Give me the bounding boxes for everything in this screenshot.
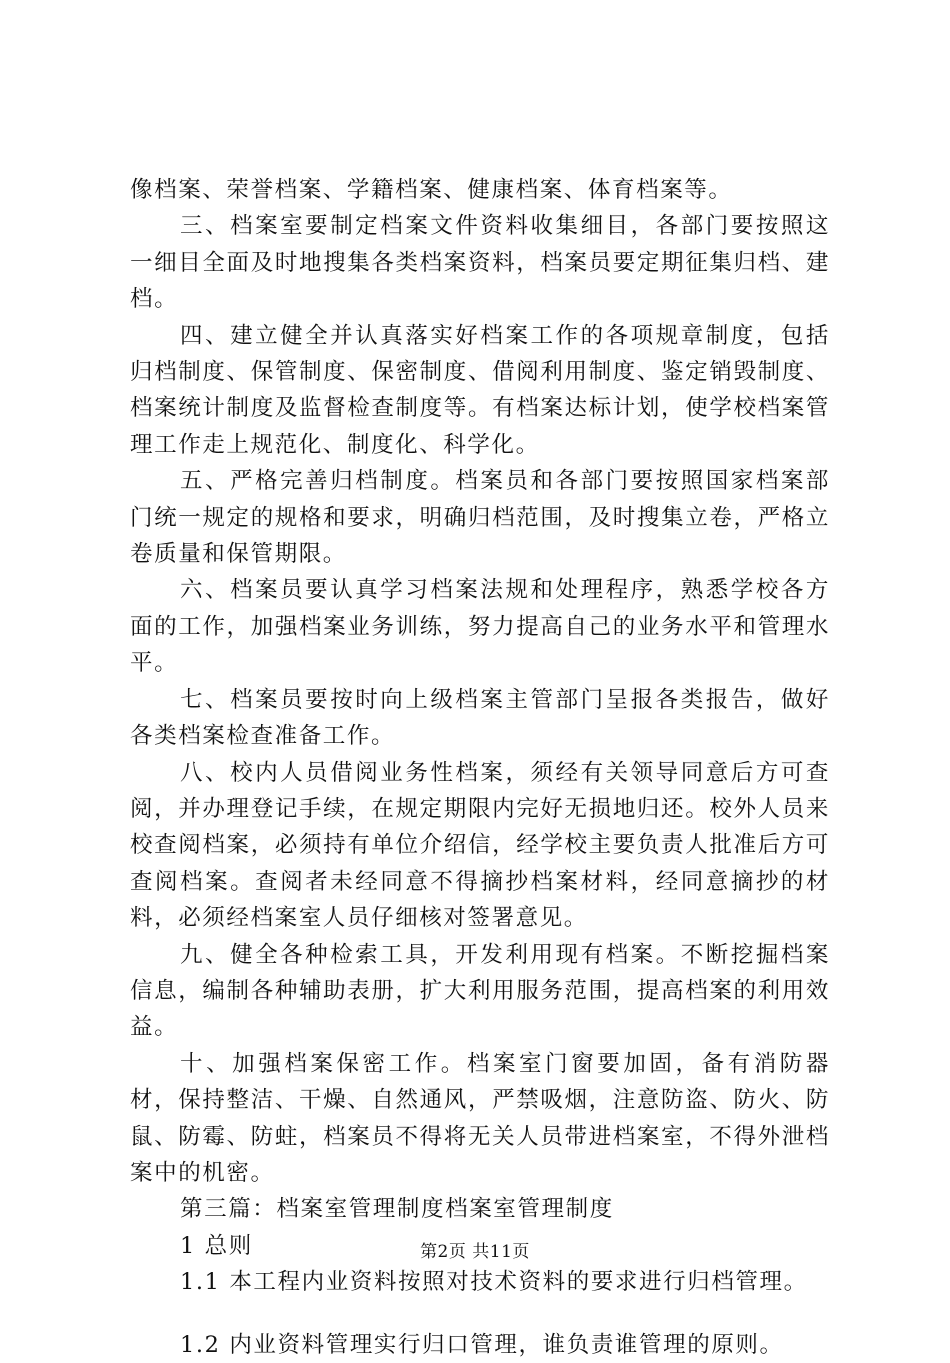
document-body: [130, 172, 830, 1363]
paragraph-item-10: 十、加强档案保密工作。档案室门窗要加固，备有消防器材，保持整洁、干燥、自然通风，严禁吸烟，注意防盗、防火、防鼠、防霉、防蛀，档案员不得将无关人员带进档案室，不得外泄档案中的机密。: [130, 1050, 830, 1186]
paragraph-item-9: 九、健全各种检索工具，开发利用现有档案。不断挖掘档案信息，编制各种辅助表册，扩大利用服务范围，提高档案的利用效益。: [130, 941, 830, 1041]
paragraph-item-7: 七、档案员要按时向上级档案主管部门呈报各类报告，做好各类档案检查准备工作。: [130, 686, 830, 750]
section-title: 第三篇：档案室管理制度档案室管理制度: [180, 1196, 614, 1223]
paragraph-continuation: 像档案、荣誉档案、学籍档案、健康档案、体育档案等。: [130, 177, 733, 203]
clause-1-2: 1.2 内业资料管理实行归口管理，谁负责谁管理的原则。: [180, 1331, 784, 1358]
clause-1-1: 1.1 本工程内业资料按照对技术资料的要求进行归档管理。: [180, 1269, 808, 1296]
page-number-footer: 第2页 共11页: [420, 1242, 530, 1262]
paragraph-item-3: 三、档案室要制定档案文件资料收集细目，各部门要按照这一细目全面及时地搜集各类档案资料，档案员要定期征集归档、建档。: [130, 213, 830, 313]
general-heading: 1 总则: [180, 1232, 253, 1259]
paragraph-item-5: 五、严格完善归档制度。档案员和各部门要按照国家档案部门统一规定的规格和要求，明确归档范围，及时搜集立卷，严格立卷质量和保管期限。: [130, 468, 830, 568]
paragraph-item-6: 六、档案员要认真学习档案法规和处理程序，熟悉学校各方面的工作，加强档案业务训练，努力提高自己的业务水平和管理水平。: [130, 577, 830, 677]
paragraph-item-8: 八、校内人员借阅业务性档案，须经有关领导同意后方可查阅，并办理登记手续，在规定期限内完好无损地归还。校外人员来校查阅档案，必须持有单位介绍信，经学校主要负责人批准后方可查阅档案。查阅者未经同意不得摘抄档案材料，经同意摘抄的材料，必须经档案室人员仔细核对签署意见。: [130, 759, 830, 932]
paragraph-item-4: 四、建立健全并认真落实好档案工作的各项规章制度，包括归档制度、保管制度、保密制度、借阅利用制度、鉴定销毁制度、档案统计制度及监督检查制度等。有档案达标计划，使学校档案管理工作走上规范化、制度化、科学化。: [130, 322, 830, 458]
